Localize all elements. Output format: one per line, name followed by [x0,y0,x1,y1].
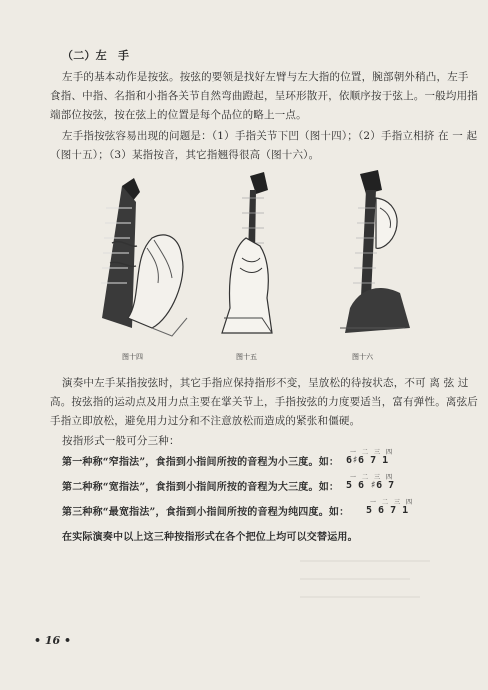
section-heading: （二）左 手 [62,49,130,62]
form2-finger-1: 一 [350,474,357,481]
caption-figure-15: 图十五 [236,353,257,361]
caption-figure-16: 图十六 [352,353,373,361]
bleed-through-mark [300,560,430,562]
form3-notation: 5 6 7 1 [366,505,409,516]
form2-finger-4: 四 [386,474,393,481]
para1-line3: 端部位按弦，按在弦上的位置是每个品位的略上一点。 [50,109,307,121]
form3-finger-2: 二 [382,499,389,506]
form3-finger-1: 一 [370,499,377,506]
form1-finger-1: 一 [350,449,357,456]
bleed-through-mark [300,596,420,598]
para1-line1: 左手的基本动作是按弦。按弦的要领是找好左臂与左大指的位置，腕部朝外稍凸，左手 [62,71,469,83]
para4: 按指形式一般可分三种： [62,435,180,447]
para3-line1: 演奏中左手某指按弦时，其它手指应保持指形不变，呈放松的待按状态，不可 离 弦 过 [62,377,469,389]
form2-finger-3: 三 [374,474,381,481]
para5: 在实际演奏中以上这三种按指形式在各个把位上均可以交替运用。 [62,532,358,543]
page-number: • 16 • [34,634,72,647]
figure-14-illustration [92,168,192,338]
para3-line2: 高。按弦指的运动点及用力点主要在掌关节上，手指按弦的力度要适当，富有弹性。离弦后 [50,396,478,408]
bleed-through-mark [300,578,410,580]
para3-line3: 手指立即放松，避免用力过分和不注意放松而造成的紧张和僵硬。 [50,415,361,427]
figure-15-illustration [212,168,282,338]
para2-line1: 左手指按弦容易出现的问题是：（1）手指关节下凹（图十四）；（2）手指立相挤 在 一 起 [62,130,478,142]
form1-finger-3: 三 [374,449,381,456]
form3-finger-4: 四 [406,499,413,506]
form1-finger-2: 二 [362,449,369,456]
form2-text: 第二种称“宽指法”，食指到小指间所按的音程为大三度。如： [62,482,340,493]
figure-16-illustration [320,168,420,338]
form1-finger-4: 四 [386,449,393,456]
para1-line2: 食指、中指、名指和小指各关节自然弯曲蹬起，呈环形散开，依顺序按于弦上。一般均用指 [50,90,478,102]
form1-text: 第一种称“窄指法”，食指到小指间所按的音程为小三度。如： [62,457,340,468]
caption-figure-14: 图十四 [122,353,143,361]
form3-finger-3: 三 [394,499,401,506]
form2-finger-2: 二 [362,474,369,481]
form1-notation: 6♯6 7 1 [346,455,389,466]
form2-notation: 5 6 ♯6 7 [346,480,395,491]
form3-text: 第三种称“最宽指法”，食指到小指间所按的音程为纯四度。如： [62,507,350,518]
para2-line2: （图十五）；（3）某指按音，其它指翘得很高（图十六）。 [50,149,320,161]
